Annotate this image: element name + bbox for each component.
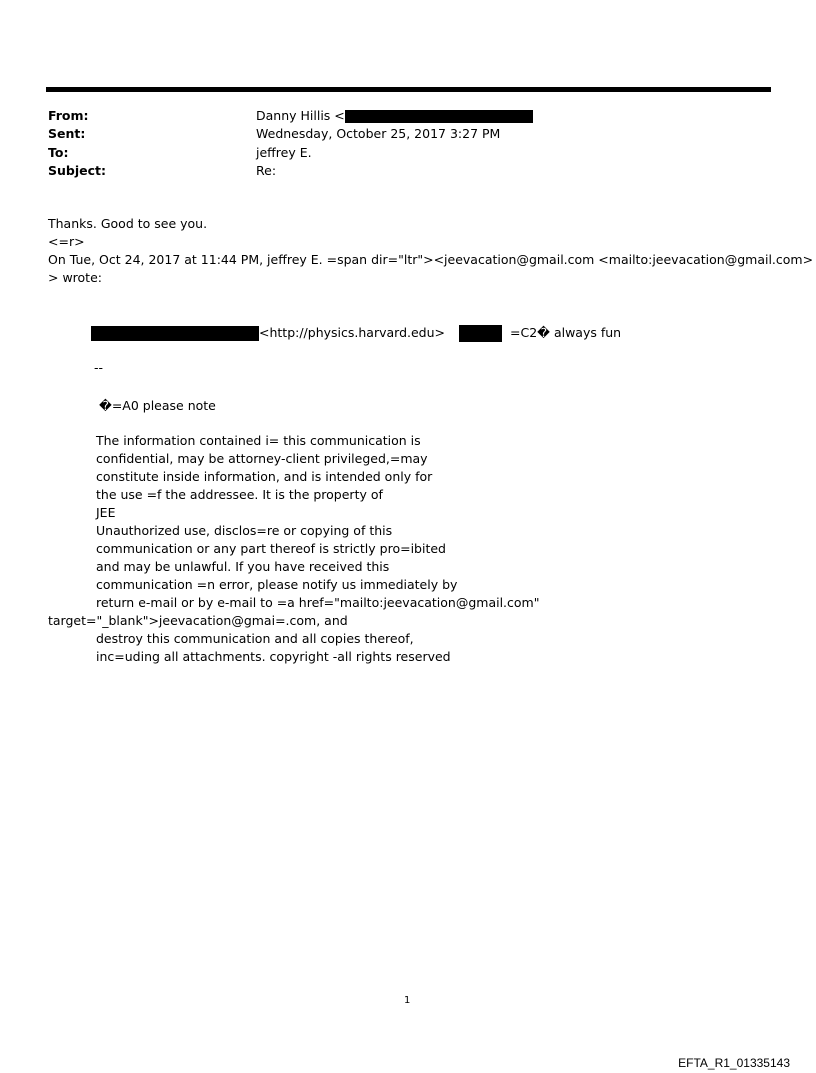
please-note: �=A0 please note xyxy=(99,398,216,413)
disclaimer-line: the use =f the addressee. It is the property of xyxy=(96,487,383,502)
disclaimer-line: The information contained i= this communication is xyxy=(96,433,421,448)
body-line: <=r> xyxy=(48,234,85,249)
redaction-box xyxy=(345,110,533,123)
quoted-link-line xyxy=(91,324,621,342)
body-line: On Tue, Oct 24, 2017 at 11:44 PM, jeffrey E. =span dir="ltr"><jeevacation@gmail.com <mailto:jeevacation@gmail.com> xyxy=(48,252,814,267)
disclaimer-line: Unauthorized use, disclos=re or copying of this xyxy=(96,523,393,538)
to-value: jeffrey E. xyxy=(256,145,312,160)
physics-link[interactable]: <http://physics.harvard.edu> xyxy=(259,325,445,340)
page-number: 1 xyxy=(404,995,411,1006)
header-rule xyxy=(46,87,771,92)
disclaimer-line: confidential, may be attorney-client privileged,=may xyxy=(96,451,428,466)
disclaimer-line: communication or any part thereof is strictly pro=ibited xyxy=(96,541,446,556)
disclaimer-line: and may be unlawful. If you have received this xyxy=(96,559,390,574)
disclaimer-line: inc=uding all attachments. copyright -all rights reserved xyxy=(96,649,451,664)
disclaimer-line: JEE xyxy=(96,505,116,520)
subject-value: Re: xyxy=(256,163,277,178)
disclaimer-line: communication =n error, please notify us immediately by xyxy=(96,577,458,592)
from-value: Danny Hillis < xyxy=(256,107,533,125)
disclaimer-line: constitute inside information, and is intended only for xyxy=(96,469,433,484)
quoted-text: =C2� always fun xyxy=(510,325,622,340)
redaction-box xyxy=(91,326,259,341)
redaction-box xyxy=(459,325,502,342)
document-id: EFTA_R1_01335143 xyxy=(678,1056,790,1070)
sent-label: Sent: xyxy=(48,126,86,141)
from-label: From: xyxy=(48,108,89,123)
disclaimer-target-line: target="_blank">jeevacation@gmai=.com, and xyxy=(48,613,348,628)
quoted-dashes: -- xyxy=(94,360,104,375)
to-label: To: xyxy=(48,145,69,160)
sent-value: Wednesday, October 25, 2017 3:27 PM xyxy=(256,126,501,141)
disclaimer-line: return e-mail or by e-mail to =a href="mailto:jeevacation@gmail.com" xyxy=(96,595,540,610)
disclaimer-line: destroy this communication and all copies thereof, xyxy=(96,631,414,646)
body-line: Thanks. Good to see you. xyxy=(48,216,208,231)
body-line: > wrote: xyxy=(48,270,102,285)
subject-label: Subject: xyxy=(48,163,106,178)
